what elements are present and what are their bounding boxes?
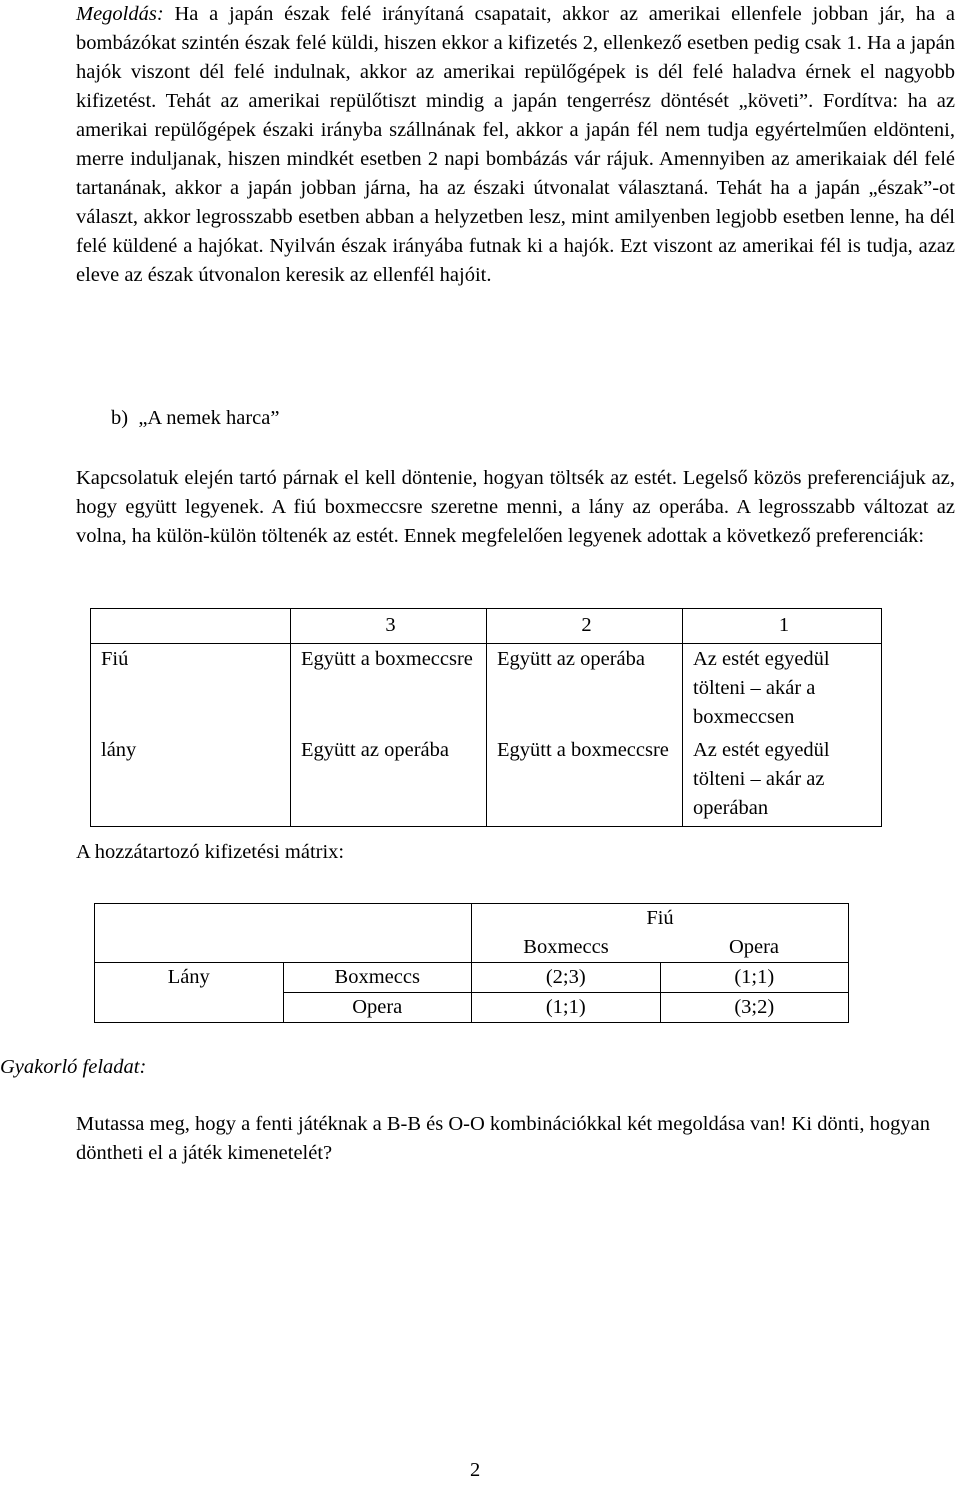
empty-cell bbox=[283, 904, 472, 934]
player-name: lány bbox=[91, 735, 291, 827]
preference-cell: Az estét egyedül tölteni – akár a boxmeccsen bbox=[683, 644, 882, 736]
rank-header-empty bbox=[91, 609, 291, 644]
row-player: Lány bbox=[95, 963, 284, 1023]
table-row bbox=[95, 933, 849, 963]
empty-cell bbox=[95, 933, 284, 963]
table-row bbox=[95, 904, 849, 934]
rank-header: 3 bbox=[291, 609, 487, 644]
column-strategy: Opera bbox=[660, 933, 849, 963]
exercise-text: Mutassa meg, hogy a fenti játéknak a B-B és O-O kombinációkkal két megoldása van! Ki dönti, hogyan döntheti el a játék kimenetelét? bbox=[76, 1113, 930, 1164]
preference-cell: Az estét egyedül tölteni – akár az operában bbox=[683, 735, 882, 827]
table-row bbox=[91, 644, 882, 736]
solution-text: Ha a japán észak felé irányítaná csapatait, akkor az amerikai ellenfele jobban jár, ha a bombázókat szintén észak felé küldi, hiszen ekkor a kifizetés 2, ellenkező esetben pedig csak 1. Ha a japán hajók viszont dél felé indulnak, akkor az amerikai repülőgépek is dél felé haladva érnek el nagyobb kifizetést. Tehát az amerikai repülőtiszt mindig a japán tengerrész döntését „követi”. Fordítva: ha az amerikai repülőgépek északi irányba szállnának fel, akkor a japán fél nem tudja egyértelműen eldönteni, merre induljanak, hiszen mindkét esetben 2 napi bombázás vár rájuk. Amennyiben az amerikaiak dél felé tartanának, akkor a japán jobban járna, ha az északi útvonalat választaná. Tehát ha a japán „észak”-ot választ, akkor legrosszabb esetben abban a helyzetben lesz, mint amilyenben legjobb esetben lenne, ha dél felé küldené a hajókat. Nyilván észak irányába futnak ki a hajók. Ezt viszont az amerikai fél is tudja, azaz eleve az észak útvonalon keresik az ellenfél hajóit. bbox=[76, 3, 955, 286]
rank-header: 1 bbox=[683, 609, 882, 644]
section-heading: b) „A nemek harca” bbox=[111, 407, 280, 429]
empty-cell bbox=[95, 904, 284, 934]
preference-cell: Együtt a boxmeccsre bbox=[291, 644, 487, 736]
preference-table bbox=[90, 608, 882, 827]
table-row bbox=[95, 963, 849, 993]
payoff-caption: A hozzátartozó kifizetési mátrix: bbox=[76, 841, 345, 863]
row-strategy: Opera bbox=[283, 993, 472, 1023]
solution-paragraph bbox=[76, 0, 955, 290]
exercise-label: Gyakorló feladat: bbox=[0, 1056, 147, 1078]
preference-cell: Együtt az operába bbox=[487, 644, 683, 736]
payoff-cell: (3;2) bbox=[660, 993, 849, 1023]
payoff-cell: (1;1) bbox=[472, 993, 661, 1023]
player-name: Fiú bbox=[91, 644, 291, 736]
empty-cell bbox=[283, 933, 472, 963]
rank-row bbox=[91, 609, 882, 644]
payoff-cell: (2;3) bbox=[472, 963, 661, 993]
column-player: Fiú bbox=[472, 904, 849, 934]
page-number: 2 bbox=[470, 1459, 481, 1481]
row-strategy: Boxmeccs bbox=[283, 963, 472, 993]
solution-label: Megoldás: bbox=[76, 3, 164, 25]
payoff-matrix bbox=[94, 903, 849, 1023]
preference-cell: Együtt a boxmeccsre bbox=[487, 735, 683, 827]
column-strategy: Boxmeccs bbox=[472, 933, 661, 963]
intro-paragraph: Kapcsolatuk elején tartó párnak el kell döntenie, hogyan töltsék az estét. Legelső közös preferenciájuk az, hogy együtt legyenek. A fiú boxmeccsre szeretne menni, a lány az operába. A legrosszabb változat az volna, ha külön-külön töltenék az estét. Ennek megfelelően legyenek adottak a következő preferenciák: bbox=[76, 467, 955, 547]
rank-header: 2 bbox=[487, 609, 683, 644]
payoff-cell: (1;1) bbox=[660, 963, 849, 993]
preference-cell: Együtt az operába bbox=[291, 735, 487, 827]
table-row bbox=[91, 735, 882, 827]
